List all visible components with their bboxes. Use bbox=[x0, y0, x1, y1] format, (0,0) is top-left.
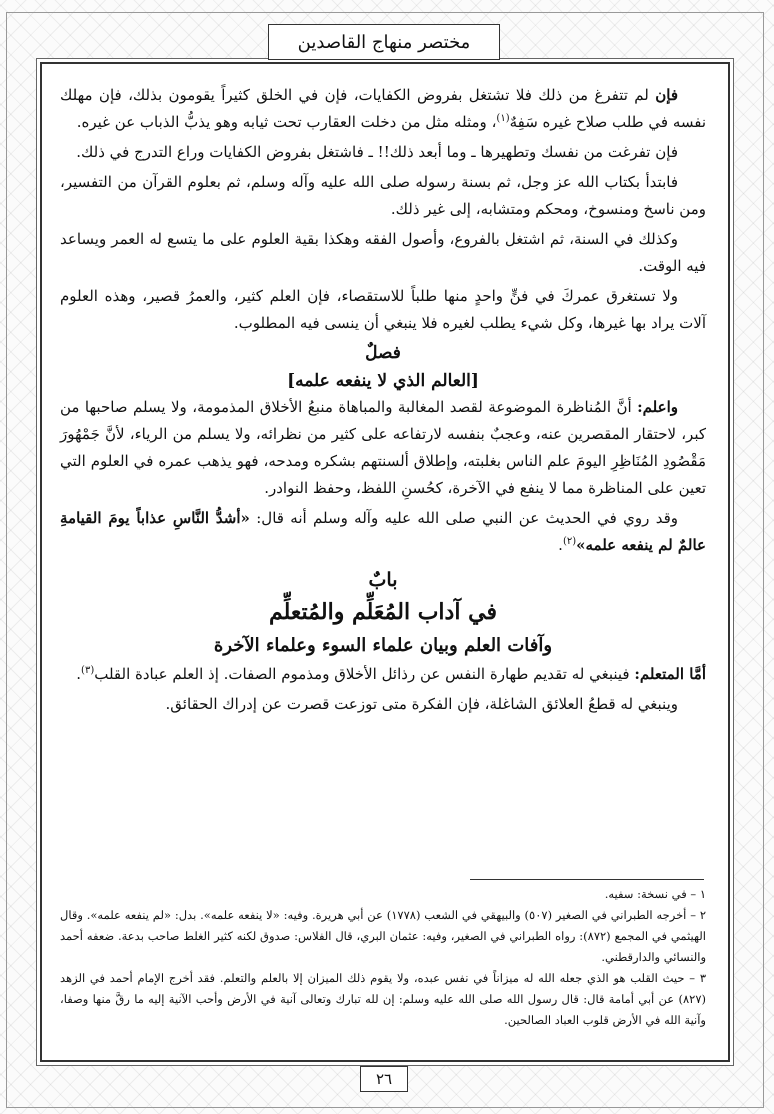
paragraph-text: أنَّ المُناظرة الموضوعة لقصد المغالبة والمباهاة منبعُ الأخلاق المذمومة، ولا يسلم صاحبها من كبر، لاحتقار المقصرين عنه، وعجبٌ بنفسه لارتفاعه على كثير من نظرائه، ولا يسلم من الرياء، لأنَّ جَمْهُورَ مَقْصُودِ المُنَاظِرِ اليومَ علم الناس بغلبته، وإطلاق ألسنتهم بشكره ومدحه، فهو يذهب عمره في العلوم التي تعين على المناظرة مما لا ينفع في الآخرة، كحُسنِ اللفظ، وحفظ النوادر. bbox=[60, 398, 706, 497]
paragraph-text: وقد روي في الحديث عن النبي صلى الله عليه وآله وسلم أنه قال: bbox=[249, 509, 678, 527]
paragraph-lead: فإن bbox=[655, 86, 678, 104]
footnote-1: ١ – في نسخة: سفيه. bbox=[604, 887, 706, 901]
paragraph-text: . bbox=[558, 536, 563, 554]
section-heading-alim: [العالم الذي لا ينفعه علمه] bbox=[287, 371, 479, 391]
book-title: مختصر منهاج القاصدين bbox=[297, 31, 471, 53]
page-number-box bbox=[360, 1066, 408, 1092]
section-heading-fasl: فصلٌ bbox=[365, 343, 401, 363]
paragraph-lead: أمَّا المتعلم: bbox=[634, 665, 706, 683]
footnote-2: ٢ – أخرجه الطبراني في الصغير (٥٠٧) والبيهقي في الشعب (١٧٧٨) عن أبي هريرة. وفيه: «لا ينفعه علمه». بدل: «لم ينفعه علمه». وقال الهيثمي في المجمع (٨٧٢): رواه الطبراني في الصغير، وفيه: عثمان البري، قال الفلاس: صدوق لكنه كثير الغلط صاحب بدعة. ضعفه أحمد والنسائي والدارقطني. bbox=[60, 908, 707, 964]
paragraph-text: فينبغي له تقديم طهارة النفس عن رذائل الأخلاق ومذموم الصفات. إذ العلم عبادة القلب bbox=[94, 665, 635, 683]
paragraph-text: ، ومثله مثل من دخلت العقارب تحت ثيابه وهو يذبُّ الذباب عن غيره. bbox=[76, 113, 497, 131]
paragraph-3: فابتدأ بكتاب الله عز وجل، ثم بسنة رسوله صلى الله عليه وآله وسلم، ثم بعلوم القرآن من التفسير، ومن ناسخ ومنسوخ، ومحكم ومتشابه، إلى غير ذلك. bbox=[60, 173, 706, 218]
paragraph-5: ولا تستغرق عمركَ في فنٍّ واحدٍ منها طلباً للاستقصاء، فإن العلم كثير، والعمرُ قصير، وهذه العلوم آلات يراد بها غيرها، وكل شيء يطلب لغيره فلا ينبغي أن ينسى فيه المطلوب. bbox=[60, 287, 706, 332]
footnotes bbox=[60, 884, 706, 1031]
footnote-ref[interactable]: (٢) bbox=[562, 536, 577, 547]
paragraph-2: فإن تفرغت من نفسك وتطهيرها ـ وما أبعد ذلك!! ـ فاشتغل بفروض الكفايات وراع التدرج في ذلك. bbox=[76, 143, 678, 161]
footnote-3: ٣ – حيث القلب هو الذي جعله الله له ميزاناً في نفس عبده، ولا يقوم ذلك الميزان إلا بالعلم والتعلم. فقد أخرج الإمام أحمد في الزهد (٨٢٧) عن أبي أمامة قال: قال رسول الله صلى الله عليه وسلم: إن لله تبارك وتعالى آنية في الأرض وأحب الآنية إليه ما رقَّ منها وصفا، وآنية الله في الأرض قلوب العباد الصالحين. bbox=[60, 971, 706, 1027]
paragraph-4: وكذلك في السنة، ثم اشتغل بالفروع، وأصول الفقه وهكذا بقية العلوم على ما يتسع له العمر ويساعد فيه الوقت. bbox=[60, 230, 706, 275]
footnote-ref[interactable]: (١) bbox=[496, 113, 510, 124]
paragraph-7 bbox=[60, 505, 706, 559]
paragraph-6 bbox=[60, 394, 706, 502]
paragraph-text: لم تتفرغ من ذلك فلا تشتغل بفروض الكفايات، فإن في الخلق كثيراً يقومون بذلك، فإن مهلك نفسه في طلب صلاح غيره سَفِهٌ bbox=[60, 86, 706, 131]
paragraph-8 bbox=[60, 661, 706, 688]
paragraph-text: . bbox=[76, 665, 82, 683]
paragraph-9: وينبغي له قطعُ العلائق الشاغلة، فإن الفكرة متى توزعت قصرت عن إدراك الحقائق. bbox=[165, 695, 678, 713]
paragraph-1 bbox=[60, 82, 706, 136]
running-header bbox=[268, 24, 500, 60]
footnote-ref[interactable]: (٣) bbox=[81, 665, 95, 676]
chapter-label: بابٌ bbox=[368, 569, 398, 591]
chapter-subtitle: وآفات العلم وبيان علماء السوء وعلماء الآخرة bbox=[213, 635, 553, 656]
chapter-title: في آداب المُعَلِّم والمُتعلِّم bbox=[269, 599, 497, 625]
paragraph-lead: واعلم: bbox=[637, 398, 678, 416]
main-text bbox=[60, 82, 706, 721]
footnote-divider bbox=[470, 879, 704, 880]
hadith-quote: «أشدُّ النَّاسِ عذاباً يومَ القيامةِ عالمٌ لم ينفعه علمه» bbox=[60, 509, 706, 554]
page-number: ٢٦ bbox=[375, 1070, 393, 1088]
